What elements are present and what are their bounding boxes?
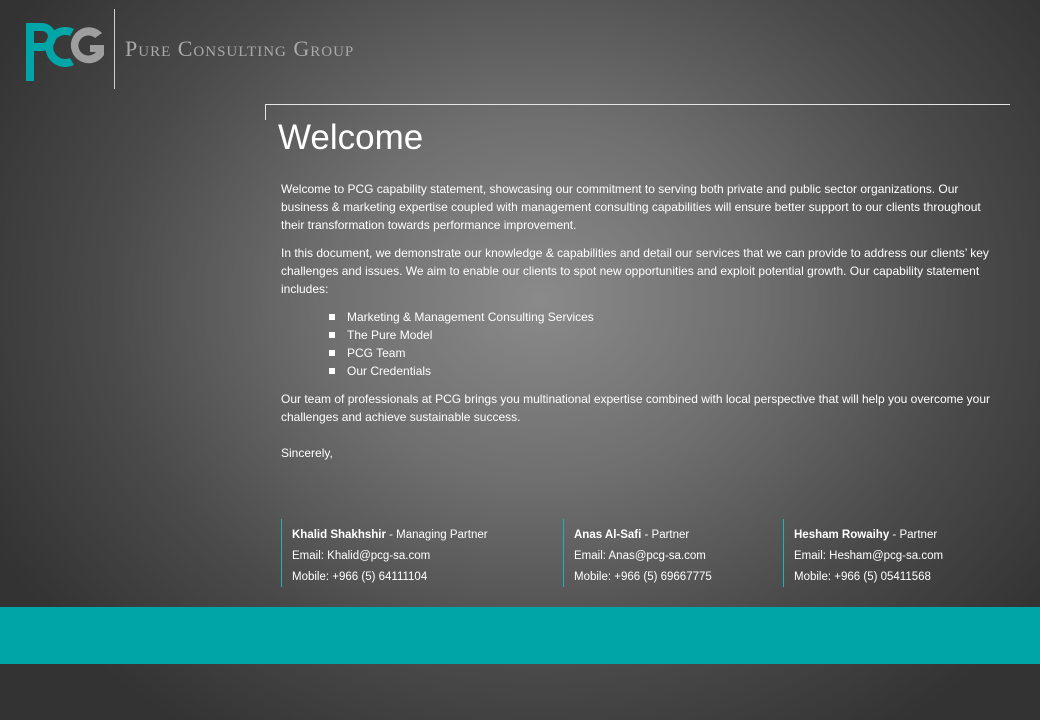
welcome-body (281, 180, 991, 472)
company-name: Pure Consulting Group (125, 36, 355, 61)
footer-teal-band (0, 607, 1040, 664)
square-bullet-icon (329, 314, 335, 320)
capability-list (281, 308, 991, 380)
capabilities-paragraph: In this document, we demonstrate our knowledge & capabilities and detail our services that we can provide to address our clients’ key challenges and issues. We aim to enable our clients to spot new opportunities and exploit potential growth. Our capability statement includes: (281, 246, 989, 296)
intro-paragraph: Welcome to PCG capability statement, showcasing our commitment to serving both private and public sector organizations. Our business & marketing expertise coupled with management consulting capabilities will ensure better support to our clients throughout their transformation towards performance improvement. (281, 182, 981, 232)
closing-paragraph: Our team of professionals at PCG brings you multinational expertise combined with local perspective that will help you overcome your challenges and achieve sustainable success. (281, 392, 991, 424)
contact-mobile: Mobile: +966 (5) 05411568 (794, 571, 931, 583)
contact-name: Hesham Rowaihy (794, 529, 890, 541)
square-bullet-icon (329, 368, 335, 374)
list-item: Our Credentials (329, 362, 991, 380)
frame-top-rule (265, 104, 1010, 105)
contact-email[interactable]: Email: Hesham@pcg-sa.com (794, 550, 944, 562)
square-bullet-icon (329, 332, 335, 338)
contact-mobile: Mobile: +966 (5) 64111104 (292, 571, 428, 583)
contact-role: - Partner (889, 529, 938, 541)
pcg-logo-mark-icon (22, 11, 106, 87)
contact-mobile: Mobile: +966 (5) 69667775 (574, 571, 712, 583)
list-item: Marketing & Management Consulting Services (329, 308, 991, 326)
frame-corner-tick (265, 104, 266, 120)
square-bullet-icon (329, 350, 335, 356)
contact-name: Anas Al-Safi (574, 529, 642, 541)
contact-role: - Partner (641, 529, 690, 541)
contact-name: Khalid Shakhshir (292, 529, 386, 541)
contact-card-hesham (783, 519, 1013, 587)
sign-off: Sincerely, (281, 446, 333, 460)
list-item: The Pure Model (329, 326, 991, 344)
contact-email[interactable]: Email: Khalid@pcg-sa.com (292, 550, 431, 562)
list-item: PCG Team (329, 344, 991, 362)
logo-divider (114, 9, 115, 89)
contact-card-khalid (281, 519, 563, 587)
contact-cards (281, 519, 1013, 593)
contact-card-anas (563, 519, 783, 587)
page-title: Welcome (278, 118, 424, 157)
pcg-logo (22, 8, 354, 90)
contact-role: - Managing Partner (385, 529, 488, 541)
contact-email[interactable]: Email: Anas@pcg-sa.com (574, 550, 706, 562)
